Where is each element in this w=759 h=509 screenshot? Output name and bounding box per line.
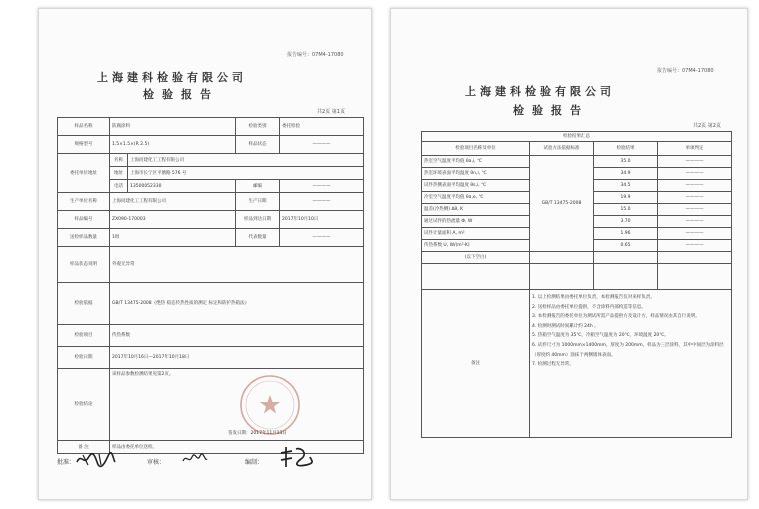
result-judgement: ————	[658, 240, 732, 252]
postcode-value: ————	[280, 180, 364, 193]
quantity-label: 送检样品数量	[58, 229, 110, 247]
result-value: 1.96	[594, 228, 658, 240]
result-judgement: ————	[658, 156, 732, 168]
conclusion-cell	[110, 369, 364, 441]
result-value: 0.65	[594, 240, 658, 252]
report-page-1	[38, 8, 372, 500]
client-name: 上海同建化工工程有限公司	[128, 154, 364, 167]
note-item: 5. 热箱空气温度为 35℃，冷箱空气温度为 20℃，环境温度 20℃。	[532, 333, 669, 339]
header-result: 检验结果	[594, 142, 658, 156]
client-address: 上海市长宁区平塘路 576 号	[128, 167, 364, 180]
approver-signature-icon	[75, 450, 117, 468]
result-judgement: ————	[658, 192, 732, 204]
client-tel: 13500052330	[128, 180, 236, 193]
method-standard: GB/T 13475-2008	[530, 156, 594, 252]
maker-value: 上海同建化工工程有限公司	[110, 193, 236, 211]
note-item: 4. 检测时测试时间累计约 24h 。	[532, 323, 599, 329]
report-number: 报告编号：07M4-17080	[657, 68, 714, 74]
review-label: 审核：	[147, 459, 166, 466]
results-section-title: 检验结果汇总	[422, 132, 732, 142]
remarks-value: 样品由委托单位送检。	[110, 441, 364, 454]
result-item-name: 冷室空气温度平均值 θa,e, ℃	[422, 192, 530, 204]
result-judgement: ————	[658, 216, 732, 228]
result-value: 3.70	[594, 216, 658, 228]
remarks-label: 备 注	[58, 441, 110, 454]
results-table	[421, 131, 732, 438]
result-item-name: 试件计量面积 A, m²	[422, 228, 530, 240]
result-item-name: 通过试件的热流量 Φ, W	[422, 216, 530, 228]
note-item: 2. 送检样品由委托单位提供，不含涂料内部构造等信息。	[532, 304, 646, 310]
result-value: 35.0	[594, 156, 658, 168]
conclusion-label: 检验结论	[58, 369, 110, 441]
spec-label: 规格型号	[58, 136, 110, 154]
quantity-value: 1组	[110, 229, 236, 247]
note-item: 6. 试件尺寸为 1000mm×1400mm，厚度为 200mm，样品为三层涂料，其中中间层为涂料层（厚度约 40mm）涂抹于两侧墙体表面。	[532, 342, 724, 358]
result-judgement: ————	[658, 180, 732, 192]
issue-date: 签发日期：2017年11月13日	[228, 431, 287, 436]
represented-quantity-label: 代表数量	[236, 229, 280, 247]
note-item: 7. 检测过程无异常。	[532, 362, 574, 368]
test-items-label: 检验项目	[58, 325, 110, 347]
official-seal-icon	[238, 373, 302, 437]
sample-name-label: 样品名称	[58, 118, 110, 136]
sample-description-label: 样品状态说明	[58, 247, 110, 283]
result-value: 19.9	[594, 192, 658, 204]
result-item-name: 热室环境表面平均温度 θn,i, ℃	[422, 168, 530, 180]
client-label: 委托单位地址	[58, 154, 110, 193]
client-tel-key: 电话	[110, 180, 128, 193]
reviewer-signature-icon	[181, 451, 209, 467]
page-number: 共2页 第1页	[317, 109, 345, 115]
spec-value: 1.5×1.5×(R 2.5)	[110, 136, 236, 154]
notes-list	[530, 290, 732, 438]
report-page-2	[390, 8, 748, 500]
result-judgement: ————	[658, 204, 732, 216]
approve-label: 批准：	[57, 459, 76, 466]
basis-value: GB/T 13475-2008《绝热 稳态传热性质的测定 标定和防护热箱法》	[110, 283, 364, 325]
test-category-value: 委托检验	[280, 118, 364, 136]
report-title: 检验报告	[143, 88, 219, 101]
sample-state-label: 样品状态	[236, 136, 280, 154]
header-judgement: 单项判定	[658, 142, 732, 156]
company-name: 上海建科检验有限公司	[97, 71, 247, 84]
test-items-value: 传热系数	[110, 325, 364, 347]
company-name: 上海建科检验有限公司	[465, 85, 615, 98]
test-date-label: 检验日期	[58, 347, 110, 369]
page-number: 共2页 第2页	[693, 123, 721, 129]
result-judgement: ————	[658, 168, 732, 180]
sample-description-value: 外观无异常	[110, 247, 364, 283]
test-category-label: 检验类别	[236, 118, 280, 136]
result-value: 34.5	[594, 180, 658, 192]
compile-label: 编制：	[245, 459, 264, 466]
result-item-name: 热室空气温度平均值 θa,i, ℃	[422, 156, 530, 168]
arrival-date-value: 2017年10月10日	[280, 211, 364, 229]
maker-label: 生产单位名称	[58, 193, 110, 211]
sample-number-label: 样品编号	[58, 211, 110, 229]
production-date-value: ————	[280, 193, 364, 211]
report-info-table	[57, 117, 364, 454]
report-title: 检验报告	[513, 104, 589, 117]
production-date-label: 生产日期	[236, 193, 280, 211]
result-value: 15.0	[594, 204, 658, 216]
note-item: 1. 以上检测结果由委托单位负责，本检测报告仅对来样负责。	[532, 295, 655, 300]
test-date-value: 2017年10月16日—2017年10月18日	[110, 347, 364, 369]
blank-note: (以下空白)	[422, 252, 530, 264]
result-item-name: 传热系数 U, W/(m²·K)	[422, 240, 530, 252]
notes-label: 备注	[422, 290, 530, 438]
header-method: 试验方法依据标准	[530, 142, 594, 156]
represented-quantity-value: ————	[280, 229, 364, 247]
result-value: 34.9	[594, 168, 658, 180]
result-item-name: 试件热侧表面平均温度 θs,i, ℃	[422, 180, 530, 192]
client-address-key: 地址	[110, 167, 128, 180]
arrival-date-label: 样品到达日期	[236, 211, 280, 229]
result-item-name: 温差(冷热侧) Δθ, K	[422, 204, 530, 216]
basis-label: 检验依据	[58, 283, 110, 325]
postcode-label: 邮编	[236, 180, 280, 193]
note-item: 3. 本检测报告的委托单位为测试所需产品提供方及设计方，样品情况由其自行说明。	[532, 314, 700, 320]
conclusion-text: 该样品参数检测结果见第2页。	[112, 372, 174, 377]
result-judgement: ————	[658, 228, 732, 240]
sample-number-value: ZX090-170003	[110, 211, 236, 229]
report-number: 报告编号：07M4-17080	[287, 52, 344, 58]
header-item: 检验项目名称及单位	[422, 142, 530, 156]
sample-name-value: 防腐涂料	[110, 118, 236, 136]
sample-state-value: ————	[280, 136, 364, 154]
client-name-key: 名称	[110, 154, 128, 167]
compiler-signature-icon	[277, 445, 313, 469]
